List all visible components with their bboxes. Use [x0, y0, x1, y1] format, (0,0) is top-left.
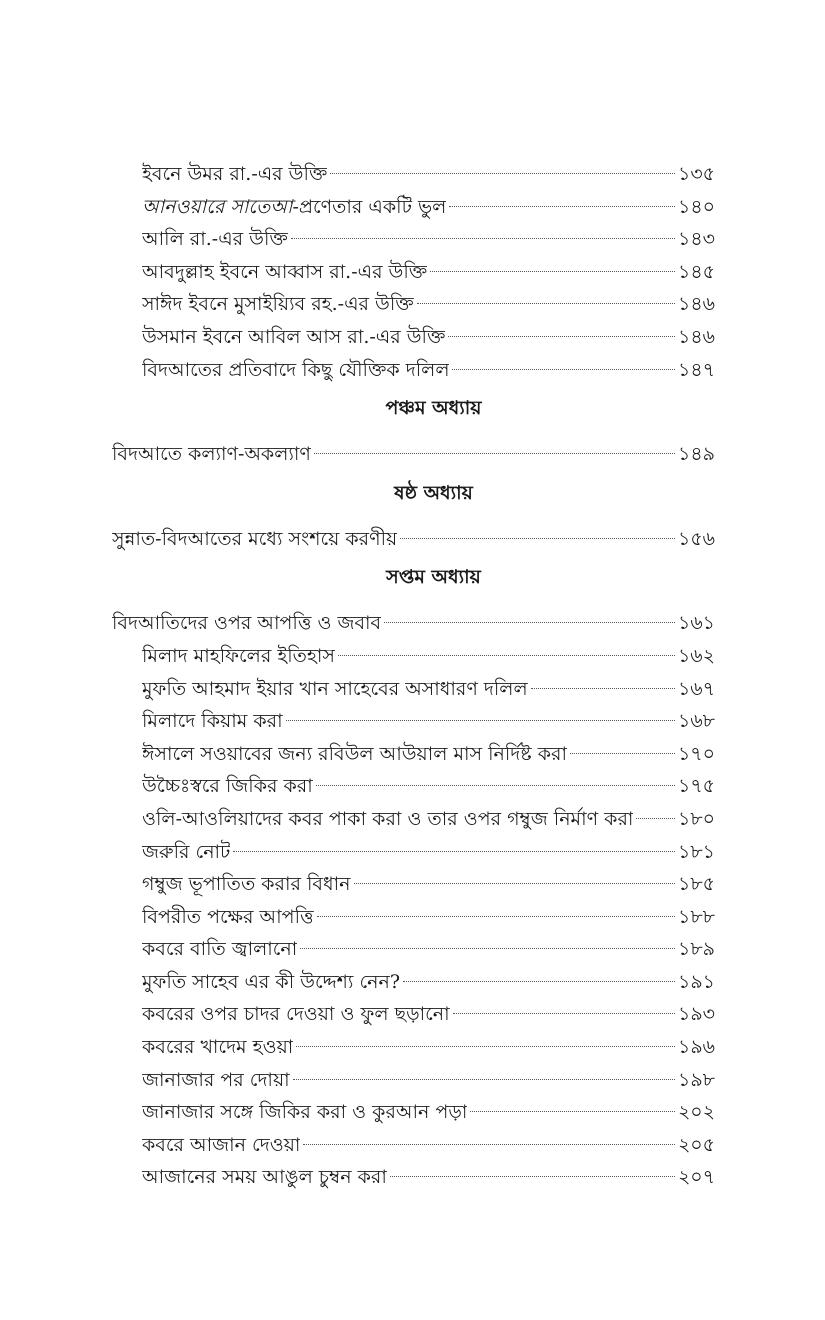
toc-entry-page: ২০৫ [677, 1133, 715, 1156]
toc-entry-page: ১৬১ [677, 612, 715, 635]
chapter-heading: পঞ্চম অধ্যায় [385, 397, 482, 420]
toc-entry-title: উসমান ইবনে আবিল আস রা.-এর উক্তি [142, 325, 446, 348]
toc-entry[interactable] [112, 354, 715, 387]
toc-entry-page: ১৬৭ [677, 677, 715, 700]
dot-leader [354, 883, 676, 884]
toc-entry-title: বিদআতিদের ওপর আপত্তি ও জবাব [112, 612, 382, 635]
dot-leader [303, 1144, 675, 1145]
toc-entry[interactable] [112, 738, 715, 771]
dot-leader [233, 851, 675, 852]
toc-entry-page: ১৪৯ [678, 443, 715, 466]
toc-entry-page: ১৮০ [677, 807, 715, 830]
toc-entry-title: মিলাদে কিয়াম করা [142, 710, 283, 733]
toc-entry-page: ১৩৫ [677, 163, 715, 185]
toc-entry[interactable] [112, 1129, 715, 1162]
toc-entry-title: ইবনে উমর রা.-এর উক্তি [142, 163, 328, 185]
dot-leader [314, 453, 675, 454]
toc-entry-title: বিদআতে কল্যাণ-অকল্যাণ [112, 443, 311, 466]
dot-leader [636, 818, 675, 819]
dot-leader [430, 271, 675, 272]
toc-entry[interactable] [112, 191, 715, 224]
toc-entry-page: ১৪৫ [678, 260, 715, 283]
dot-leader [317, 916, 675, 917]
toc-entry-title: জানাজার সঙ্গে জিকির করা ও কুরআন পড়া [142, 1101, 468, 1124]
toc-entry-title: উচ্চৈঃস্বরে জিকির করা [142, 775, 313, 798]
toc-entry[interactable] [112, 1064, 715, 1097]
dot-leader [403, 981, 675, 982]
dot-leader [390, 1176, 675, 1177]
toc-entry-page: ১৪৩ [677, 228, 715, 251]
toc-entry-page: ১৪৬ [677, 293, 715, 316]
toc-entry-title: ঈসালে সওয়াবের জন্য রবিউল আউয়াল মাস নির্দিষ্ট করা [142, 742, 567, 765]
toc-entry-title: কবরে আজান দেওয়া [142, 1133, 301, 1156]
dot-leader [316, 785, 675, 786]
toc-entry-title: জানাজার পর দোয়া [142, 1068, 290, 1091]
toc-entry-page: ১৮৫ [678, 873, 715, 896]
table-of-contents [112, 158, 715, 1194]
toc-entry-title: সুন্নাত-বিদআতের মধ্যে সংশয়ে করণীয় [112, 527, 398, 550]
dot-leader [531, 688, 675, 689]
toc-entry-page: ২০২ [677, 1101, 715, 1124]
dot-leader [300, 948, 675, 949]
toc-entry[interactable] [112, 803, 715, 836]
dot-leader [570, 753, 675, 754]
toc-entry-title: কবরের খাদেম হওয়া [142, 1036, 294, 1059]
toc-entry-page: ১৯১ [678, 970, 715, 993]
toc-entry-title: গম্বুজ ভূপাতিত করার বিধান [142, 873, 351, 896]
toc-entry-page: ১৮৮ [678, 905, 715, 928]
dot-leader [470, 1111, 675, 1112]
toc-entry-page: ১৮৯ [678, 938, 715, 961]
toc-entry-title-rest: -প্রণেতার একটি ভুল [292, 195, 447, 218]
dot-leader [417, 303, 675, 304]
toc-entry[interactable] [112, 1031, 715, 1064]
toc-entry[interactable] [112, 1096, 715, 1129]
toc-entry-title: কবরে বাতি জ্বালানো [142, 938, 298, 961]
toc-entry-title: আলি রা.-এর উক্তি [142, 228, 288, 251]
toc-entry[interactable] [112, 223, 715, 256]
toc-entry-page: ১৬৮ [677, 710, 715, 733]
toc-entry-page: ১৪৭ [677, 358, 715, 381]
toc-entry[interactable] [112, 438, 715, 471]
toc-entry-title: আজানের সময় আঙুল চুম্বন করা [142, 1166, 387, 1189]
toc-entry[interactable] [112, 640, 715, 673]
toc-entry[interactable] [112, 705, 715, 738]
toc-entry-title [142, 191, 446, 224]
toc-entry-page: ১৭৫ [677, 775, 715, 798]
dot-leader [448, 336, 675, 337]
dot-leader [449, 206, 675, 207]
toc-entry[interactable] [112, 998, 715, 1031]
toc-entry-page: ১৫৬ [677, 527, 715, 550]
dot-leader [338, 655, 675, 656]
toc-entry-page: ১৪৬ [677, 325, 715, 348]
toc-entry-title: আবদুল্লাহ ইবনে আব্বাস রা.-এর উক্তি [142, 260, 428, 283]
toc-entry[interactable] [112, 321, 715, 354]
toc-entry[interactable] [112, 256, 715, 289]
toc-entry[interactable] [112, 607, 715, 640]
toc-entry-title: কবরের ওপর চাদর দেওয়া ও ফুল ছড়ানো [142, 1003, 450, 1026]
toc-entry[interactable] [112, 158, 715, 191]
dot-leader [452, 369, 675, 370]
toc-entry-title-italic: আনওয়ারে সাতেআ [142, 195, 293, 218]
toc-entry-title: মুফতি আহমাদ ইয়ার খান সাহেবের অসাধারণ দলিল [142, 677, 528, 700]
dot-leader [330, 173, 675, 174]
toc-entry[interactable] [112, 288, 715, 321]
toc-entry-page: ২০৭ [677, 1166, 715, 1189]
toc-entry-page: ১৮১ [678, 840, 715, 863]
toc-entry[interactable] [112, 836, 715, 869]
toc-entry[interactable] [112, 673, 715, 706]
toc-entry-title: বিপরীত পক্ষের আপত্তি [142, 905, 314, 928]
toc-entry-page: ১৯৮ [678, 1068, 715, 1091]
toc-entry[interactable] [112, 966, 715, 999]
toc-entry-title: মিলাদ মাহফিলের ইতিহাস [142, 644, 335, 667]
toc-entry[interactable] [112, 933, 715, 966]
dot-leader [384, 622, 675, 623]
dot-leader [453, 1013, 675, 1014]
toc-entry-page: ১৪০ [677, 195, 715, 218]
toc-entry[interactable] [112, 868, 715, 901]
toc-entry[interactable] [112, 1161, 715, 1194]
dot-leader [286, 720, 675, 721]
toc-entry-title: ওলি-আওলিয়াদের কবর পাকা করা ও তার ওপর গম্বুজ নির্মাণ করা [142, 807, 634, 830]
toc-entry[interactable] [112, 770, 715, 803]
dot-leader [293, 1079, 675, 1080]
toc-entry-title: জরুরি নোট [142, 840, 231, 863]
chapter-heading: ষষ্ঠ অধ্যায় [394, 481, 473, 504]
toc-entry-page: ১৯৩ [677, 1003, 715, 1026]
toc-entry-title: মুফতি সাহেব এর কী উদ্দেশ্য নেন? [142, 970, 401, 993]
dot-leader [291, 238, 675, 239]
toc-entry-page: ১৭০ [677, 742, 715, 765]
toc-entry-page: ১৬২ [677, 644, 715, 667]
toc-entry-title: সাঈদ ইবনে মুসাইয়্যিব রহ.-এর উক্তি [142, 293, 414, 316]
dot-leader [400, 538, 675, 539]
toc-entry-title: বিদআতের প্রতিবাদে কিছু যৌক্তিক দলিল [142, 358, 450, 381]
dot-leader [296, 1046, 675, 1047]
toc-entry[interactable] [112, 901, 715, 934]
toc-entry-page: ১৯৬ [677, 1036, 715, 1059]
toc-entry[interactable] [112, 523, 715, 556]
chapter-heading: সপ্তম অধ্যায় [386, 566, 481, 589]
